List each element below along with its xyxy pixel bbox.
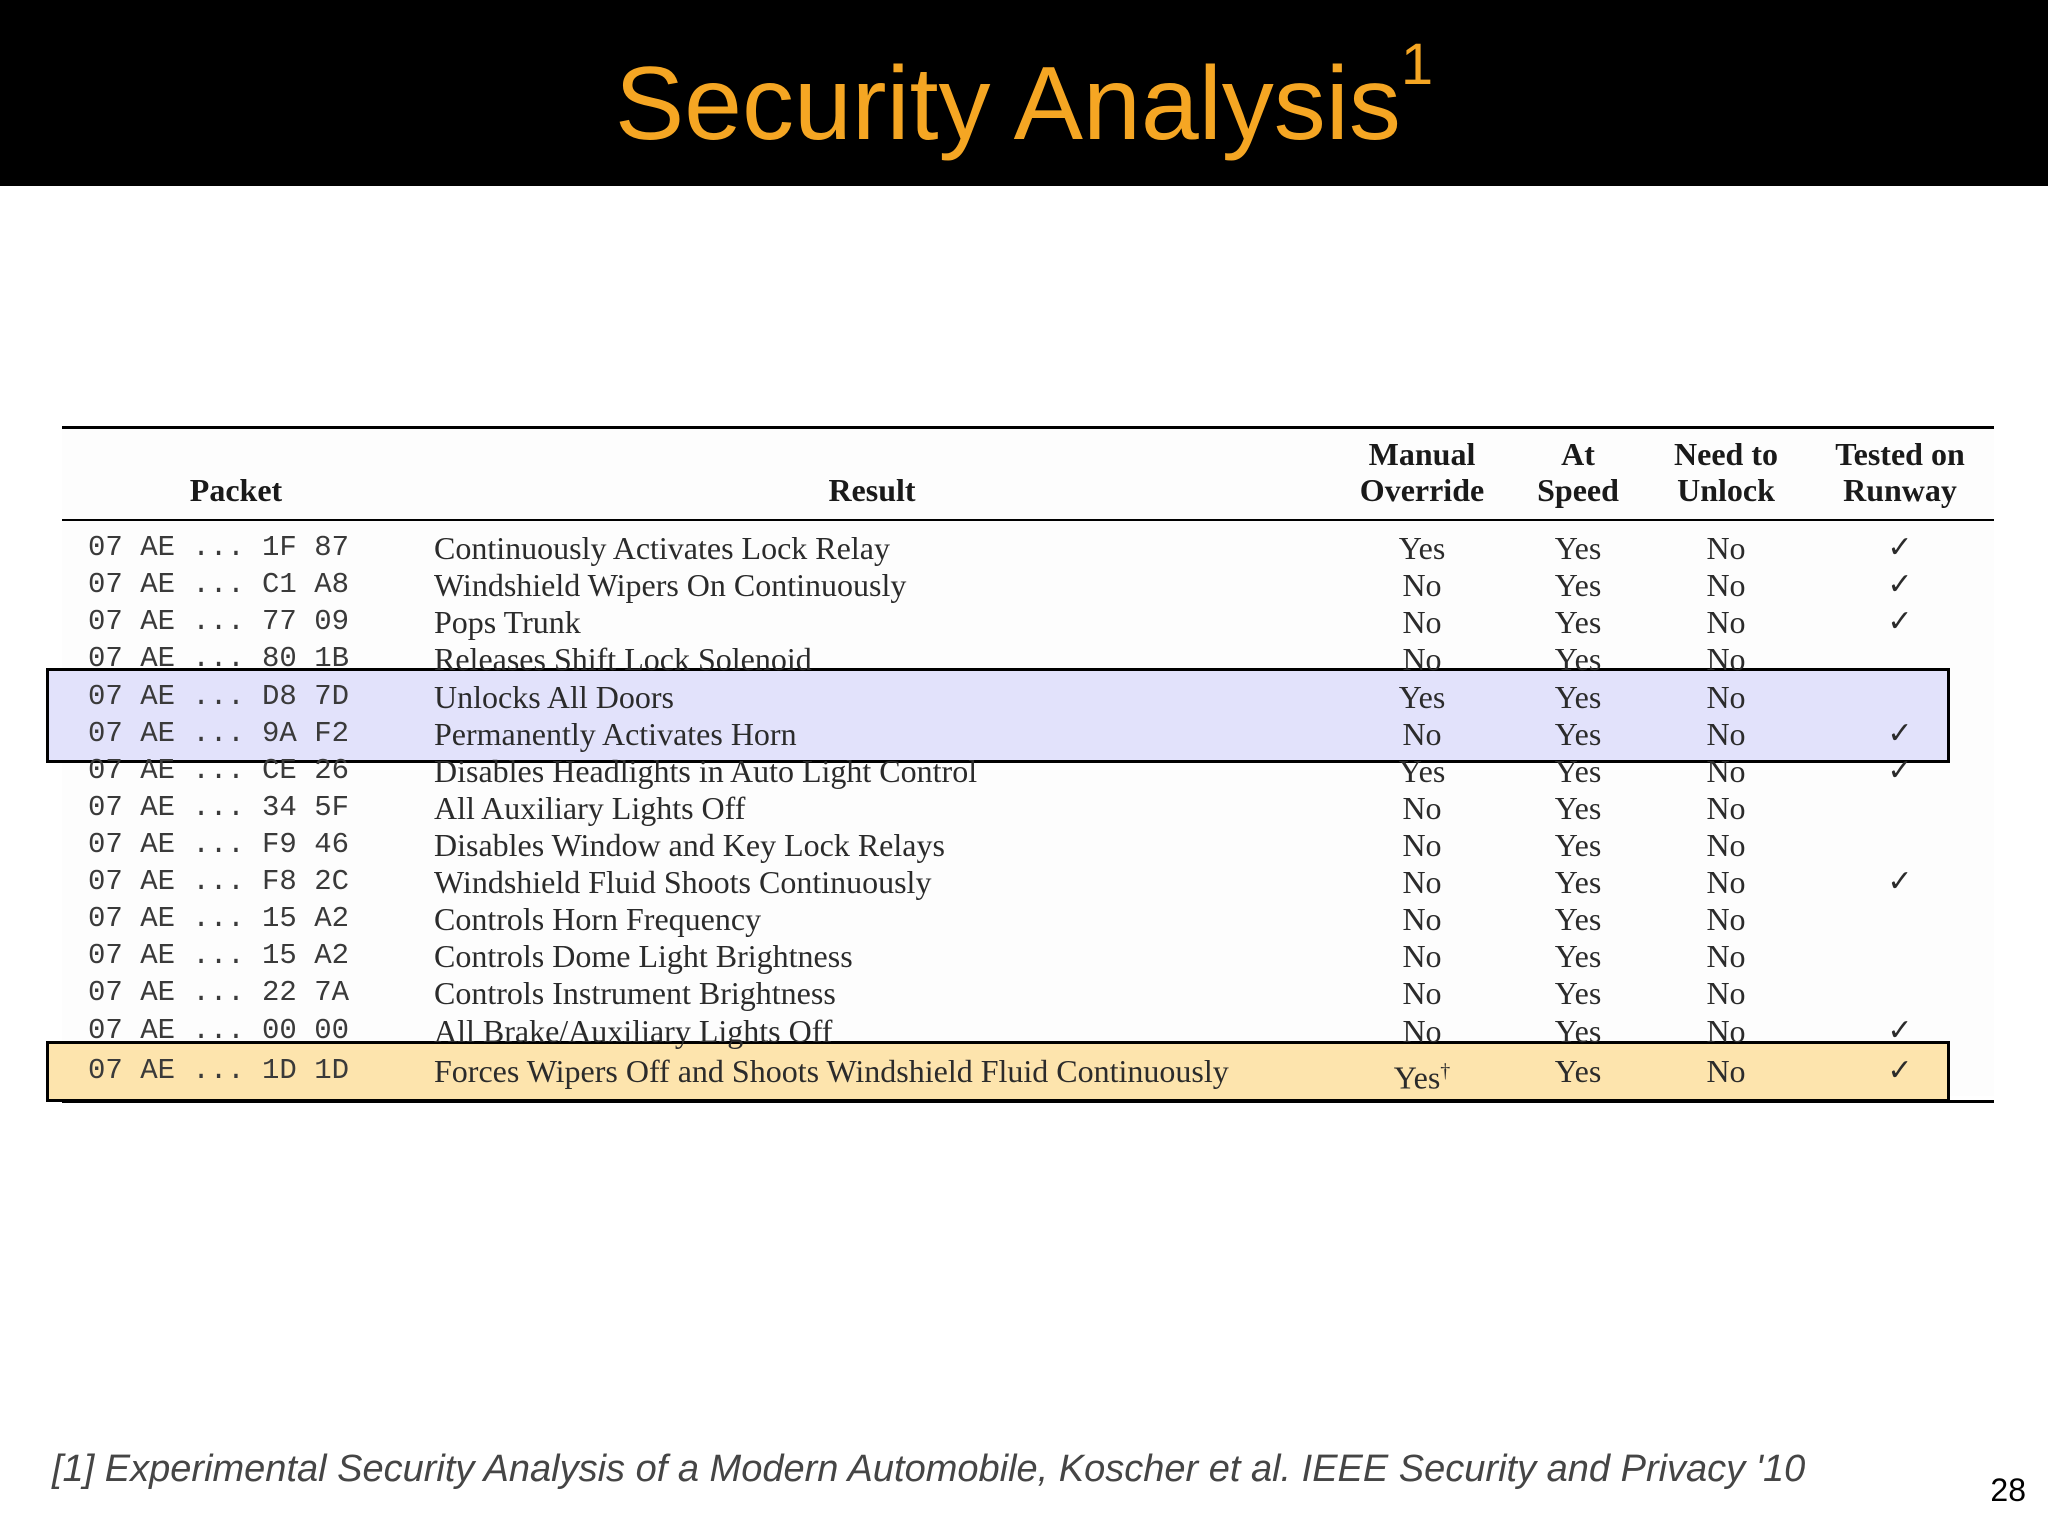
manual-override-cell: No	[1402, 827, 1442, 863]
manual-override-cell: No	[1402, 790, 1442, 826]
manual-override-cell: Yes†	[1393, 1059, 1451, 1096]
result-cell: Unlocks All Doors	[434, 679, 674, 715]
packet-cell: 07 AE ... 1D 1D	[88, 1054, 350, 1087]
result-cell: All Brake/Auxiliary Lights Off	[434, 1013, 833, 1049]
manual-override-cell: Yes	[1398, 530, 1446, 566]
table-top-rule	[62, 426, 1994, 429]
need-to-unlock-cell: No	[1706, 679, 1746, 715]
at-speed-cell: Yes	[1554, 679, 1602, 715]
at-speed-cell: Yes	[1554, 975, 1602, 1011]
need-to-unlock-cell: No	[1706, 716, 1746, 752]
header-at-speed: At Speed	[1537, 436, 1619, 508]
result-cell: Pops Trunk	[434, 604, 581, 640]
header-need-to-unlock: Need to Unlock	[1674, 436, 1778, 508]
packet-cell: 07 AE ... 77 09	[88, 605, 350, 638]
need-to-unlock-cell: No	[1706, 604, 1746, 640]
packet-cell: 07 AE ... 15 A2	[88, 939, 350, 972]
manual-override-cell: No	[1402, 864, 1442, 900]
need-to-unlock-cell: No	[1706, 827, 1746, 863]
packet-cell: 07 AE ... 1F 87	[88, 531, 350, 564]
packet-cell: 07 AE ... C1 A8	[88, 568, 350, 601]
need-to-unlock-cell: No	[1706, 790, 1746, 826]
need-to-unlock-cell: No	[1706, 975, 1746, 1011]
packet-cell: 07 AE ... 34 5F	[88, 791, 350, 824]
manual-override-cell: Yes	[1398, 753, 1446, 789]
tested-cell: ✓	[1887, 604, 1913, 639]
result-cell: Controls Horn Frequency	[434, 901, 762, 937]
result-cell: Permanently Activates Horn	[434, 716, 797, 752]
need-to-unlock-cell: No	[1706, 938, 1746, 974]
at-speed-cell: Yes	[1554, 938, 1602, 974]
manual-override-cell: No	[1402, 641, 1442, 677]
tested-cell: ✓	[1887, 864, 1913, 899]
title-footnote-marker: 1	[1400, 32, 1434, 97]
tested-cell: ✓	[1887, 716, 1913, 751]
at-speed-cell: Yes	[1554, 716, 1602, 752]
tested-cell: ✓	[1887, 753, 1913, 788]
manual-override-cell: No	[1402, 975, 1442, 1011]
dagger-mark: †	[1440, 1060, 1451, 1082]
need-to-unlock-cell: No	[1706, 1013, 1746, 1049]
tested-cell: ✓	[1887, 530, 1913, 565]
at-speed-cell: Yes	[1554, 567, 1602, 603]
result-cell: Disables Headlights in Auto Light Control	[434, 753, 978, 789]
packet-cell: 07 AE ... D8 7D	[88, 680, 350, 713]
table-header-rule	[62, 519, 1994, 521]
table-bottom-rule	[62, 1100, 1994, 1103]
manual-override-cell: No	[1402, 604, 1442, 640]
header-packet: Packet	[189, 472, 283, 508]
manual-override-cell: No	[1402, 716, 1442, 752]
need-to-unlock-cell: No	[1706, 864, 1746, 900]
need-to-unlock-cell: No	[1706, 530, 1746, 566]
at-speed-cell: Yes	[1554, 530, 1602, 566]
manual-override-cell: No	[1402, 567, 1442, 603]
packet-cell: 07 AE ... CE 26	[88, 754, 350, 787]
at-speed-cell: Yes	[1554, 753, 1602, 789]
at-speed-cell: Yes	[1554, 604, 1602, 640]
result-cell: Forces Wipers Off and Shoots Windshield Fluid Continuously	[434, 1053, 1229, 1089]
packet-cell: 07 AE ... 9A F2	[88, 717, 350, 750]
need-to-unlock-cell: No	[1706, 641, 1746, 677]
at-speed-cell: Yes	[1554, 901, 1602, 937]
header-tested-on-runway: Tested on Runway	[1835, 436, 1965, 508]
result-cell: Continuously Activates Lock Relay	[434, 530, 890, 566]
packet-cell: 07 AE ... 15 A2	[88, 902, 350, 935]
tested-cell: ✓	[1887, 1013, 1913, 1048]
packet-cell: 07 AE ... 00 00	[88, 1014, 350, 1047]
footnote-reference: [1] Experimental Security Analysis of a Modern Automobile, Koscher et al. IEEE Security and Privacy '10	[52, 1448, 1806, 1490]
need-to-unlock-cell: No	[1706, 567, 1746, 603]
header-result: Result	[828, 472, 916, 508]
at-speed-cell: Yes	[1554, 1053, 1602, 1089]
result-cell: Windshield Wipers On Continuously	[434, 567, 907, 603]
packet-cell: 07 AE ... F9 46	[88, 828, 350, 861]
tested-cell: ✓	[1887, 567, 1913, 602]
slide-title: Security Analysis$^1$	[614, 32, 1434, 162]
at-speed-cell: Yes	[1554, 641, 1602, 677]
packet-cell: 07 AE ... F8 2C	[88, 865, 350, 898]
result-cell: All Auxiliary Lights Off	[434, 790, 746, 826]
manual-override-cell: No	[1402, 901, 1442, 937]
page-number: 28	[1990, 1472, 2026, 1508]
tested-cell: ✓	[1887, 1053, 1913, 1088]
at-speed-cell: Yes	[1554, 864, 1602, 900]
manual-override-cell: Yes	[1398, 679, 1446, 715]
packet-cell: 07 AE ... 80 1B	[88, 642, 350, 675]
manual-override-cell: No	[1402, 1013, 1442, 1049]
result-cell: Controls Instrument Brightness	[434, 975, 836, 1011]
at-speed-cell: Yes	[1554, 790, 1602, 826]
header-manual-override: Manual Override	[1359, 436, 1485, 508]
manual-override-cell: No	[1402, 938, 1442, 974]
packet-cell: 07 AE ... 22 7A	[88, 976, 350, 1009]
need-to-unlock-cell: No	[1706, 901, 1746, 937]
result-cell: Disables Window and Key Lock Relays	[434, 827, 945, 863]
result-cell: Releases Shift Lock Solenoid	[434, 641, 812, 677]
result-cell: Controls Dome Light Brightness	[434, 938, 853, 974]
result-cell: Windshield Fluid Shoots Continuously	[434, 864, 932, 900]
at-speed-cell: Yes	[1554, 827, 1602, 863]
at-speed-cell: Yes	[1554, 1013, 1602, 1049]
need-to-unlock-cell: No	[1706, 1053, 1746, 1089]
need-to-unlock-cell: No	[1706, 753, 1746, 789]
